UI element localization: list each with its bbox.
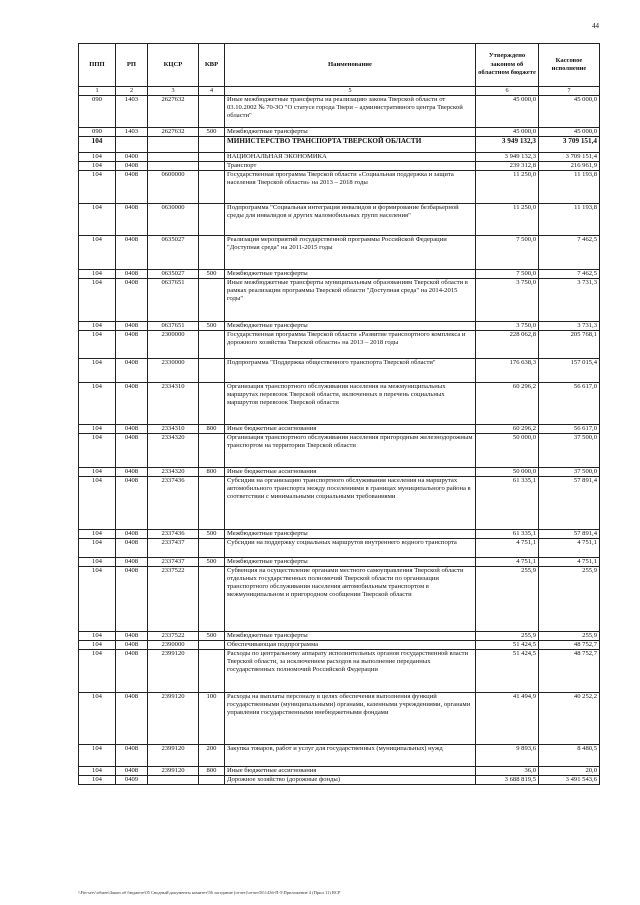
cell-approved: 3 688 819,5 xyxy=(476,776,539,785)
cell-ksr: 2399120 xyxy=(148,650,199,693)
cell-cash: 48 752,7 xyxy=(539,650,600,693)
cell-kvr xyxy=(199,539,225,558)
header-kvr: КВР xyxy=(199,44,225,87)
cell-approved: 228 062,8 xyxy=(476,331,539,359)
cell-ksr: 2300000 xyxy=(148,331,199,359)
cell-rp: 0408 xyxy=(116,322,148,331)
cell-approved: 36,0 xyxy=(476,767,539,776)
cell-ppp: 104 xyxy=(79,767,116,776)
cell-ksr: 2334310 xyxy=(148,425,199,434)
cell-ksr: 2399120 xyxy=(148,745,199,767)
cell-approved: 7 500,0 xyxy=(476,270,539,279)
cell-ksr: 0630000 xyxy=(148,204,199,236)
table-row xyxy=(79,477,600,530)
cell-ppp: 104 xyxy=(79,539,116,558)
cell-ppp: 104 xyxy=(79,270,116,279)
cell-rp: 0408 xyxy=(116,641,148,650)
cell-cash: 8 480,5 xyxy=(539,745,600,767)
cell-ppp: 104 xyxy=(79,204,116,236)
cell-name: Межбюджетные трансферты xyxy=(225,632,476,641)
cell-approved: 7 500,0 xyxy=(476,236,539,270)
table-row xyxy=(79,236,600,270)
cell-cash: 4 751,1 xyxy=(539,558,600,567)
cell-cash: 37 500,0 xyxy=(539,468,600,477)
cell-ksr: 2627632 xyxy=(148,96,199,128)
cell-kvr xyxy=(199,477,225,530)
cell-ksr: 2337522 xyxy=(148,632,199,641)
cell-ppp: 090 xyxy=(79,96,116,128)
cell-ppp: 104 xyxy=(79,745,116,767)
table-row xyxy=(79,331,600,359)
cell-ppp: 104 xyxy=(79,693,116,745)
table-row xyxy=(79,204,600,236)
cell-ppp: 104 xyxy=(79,567,116,632)
cell-name: Субвенция на осуществление органами местного самоуправления Тверской области отдельных государственных полномочий Тверской области по организации транспортного обслуживания населения автомобильным транспортом в межмуниципальном и пригородном сообщении Тверской области xyxy=(225,567,476,632)
cell-rp: 1403 xyxy=(116,96,148,128)
cell-ppp: 104 xyxy=(79,530,116,539)
file-path-footer: \\Fin-serv\обмен\Закон об бюджете\05 Сводный\документы комитет\56 заседание (отчет)\отчет56\1436-П-5\Приложение 4 (Прил 11) ВСР xyxy=(78,890,341,895)
table-row xyxy=(79,153,600,162)
cell-kvr xyxy=(199,137,225,153)
cell-approved: 45 000,0 xyxy=(476,96,539,128)
cell-name: МИНИСТЕРСТВО ТРАНСПОРТА ТВЕРСКОЙ ОБЛАСТИ xyxy=(225,137,476,153)
cell-cash: 48 752,7 xyxy=(539,641,600,650)
cell-ppp: 104 xyxy=(79,359,116,383)
cell-kvr xyxy=(199,776,225,785)
column-number-row xyxy=(79,87,600,96)
cell-approved: 4 751,1 xyxy=(476,558,539,567)
table-row xyxy=(79,632,600,641)
cell-kvr: 500 xyxy=(199,270,225,279)
cell-kvr xyxy=(199,359,225,383)
cell-approved: 51 424,5 xyxy=(476,641,539,650)
cell-ksr xyxy=(148,137,199,153)
cell-approved: 176 638,3 xyxy=(476,359,539,383)
cell-ppp: 104 xyxy=(79,153,116,162)
cell-kvr xyxy=(199,383,225,425)
cell-ksr: 2334320 xyxy=(148,468,199,477)
table-row xyxy=(79,539,600,558)
cell-rp: 0408 xyxy=(116,745,148,767)
cell-kvr xyxy=(199,153,225,162)
cell-rp: 0408 xyxy=(116,434,148,468)
cell-kvr xyxy=(199,650,225,693)
cell-kvr: 800 xyxy=(199,468,225,477)
cell-ppp: 104 xyxy=(79,434,116,468)
cell-cash: 3 709 151,4 xyxy=(539,137,600,153)
cell-cash: 255,9 xyxy=(539,632,600,641)
table-row xyxy=(79,567,600,632)
cell-approved: 3 750,0 xyxy=(476,279,539,322)
cell-cash: 255,9 xyxy=(539,567,600,632)
cell-ppp: 104 xyxy=(79,331,116,359)
cell-name: Дорожное хозяйство (дорожные фонды) xyxy=(225,776,476,785)
cell-rp: 0408 xyxy=(116,171,148,204)
table-row xyxy=(79,425,600,434)
cell-ksr xyxy=(148,776,199,785)
cell-approved: 60 296,2 xyxy=(476,425,539,434)
cell-approved: 9 893,6 xyxy=(476,745,539,767)
cell-name: Транспорт xyxy=(225,162,476,171)
cell-approved: 61 335,1 xyxy=(476,530,539,539)
cell-ksr: 2337522 xyxy=(148,567,199,632)
cell-ppp: 104 xyxy=(79,641,116,650)
cell-kvr: 800 xyxy=(199,767,225,776)
cell-ksr: 0635027 xyxy=(148,236,199,270)
header-ppp: ППП xyxy=(79,44,116,87)
cell-name: Обеспечивающая подпрограмма xyxy=(225,641,476,650)
cell-name: Реализация мероприятий государственной программы Российской Федерации "Доступная среда" на 2011-2015 годы xyxy=(225,236,476,270)
cell-rp: 0400 xyxy=(116,153,148,162)
cell-ksr: 2337437 xyxy=(148,558,199,567)
cell-rp: 0408 xyxy=(116,539,148,558)
table-header-row xyxy=(79,44,600,87)
cell-ppp: 104 xyxy=(79,477,116,530)
cell-ppp: 104 xyxy=(79,279,116,322)
budget-table xyxy=(78,43,600,785)
cell-name: Субсидии на поддержку социальных маршрутов внутреннего водного транспорта xyxy=(225,539,476,558)
cell-ksr xyxy=(148,162,199,171)
cell-ppp: 104 xyxy=(79,468,116,477)
cell-rp: 0408 xyxy=(116,279,148,322)
cell-cash: 40 252,2 xyxy=(539,693,600,745)
cell-kvr: 500 xyxy=(199,558,225,567)
cell-approved: 51 424,5 xyxy=(476,650,539,693)
cell-kvr: 100 xyxy=(199,693,225,745)
cell-cash: 56 617,0 xyxy=(539,383,600,425)
cell-cash: 57 891,4 xyxy=(539,530,600,539)
cell-ppp: 104 xyxy=(79,162,116,171)
column-number: 2 xyxy=(116,87,148,96)
cell-ksr: 2627632 xyxy=(148,128,199,137)
cell-cash: 11 193,8 xyxy=(539,204,600,236)
cell-name: Организация транспортного обслуживания населения на межмуниципальных маршрутах перевозок Тверской области, включенных в перечень социальных маршрутов перевозок Тверской области xyxy=(225,383,476,425)
cell-name: Организация транспортного обслуживания населения пригородным железнодорожным транспортом на территории Тверской области xyxy=(225,434,476,468)
cell-kvr: 200 xyxy=(199,745,225,767)
cell-cash: 11 193,8 xyxy=(539,171,600,204)
cell-ppp: 104 xyxy=(79,171,116,204)
cell-approved: 255,9 xyxy=(476,567,539,632)
cell-ksr: 2390000 xyxy=(148,641,199,650)
cell-rp: 0408 xyxy=(116,359,148,383)
cell-ppp: 090 xyxy=(79,128,116,137)
cell-name: Межбюджетные трансферты xyxy=(225,128,476,137)
cell-name: Иные межбюджетные трансферты на реализацию закона Тверской области от 03.10.2002 № 70-ЗО "О статусе города Твери – административного центра Тверской области" xyxy=(225,96,476,128)
cell-name: Иные бюджетные ассигнования xyxy=(225,425,476,434)
cell-cash: 3 731,3 xyxy=(539,322,600,331)
table-row xyxy=(79,322,600,331)
cell-approved: 60 296,2 xyxy=(476,383,539,425)
cell-kvr xyxy=(199,162,225,171)
cell-name: Межбюджетные трансферты xyxy=(225,270,476,279)
cell-ksr: 2330000 xyxy=(148,359,199,383)
table-row xyxy=(79,270,600,279)
table-row xyxy=(79,641,600,650)
cell-ksr: 2399120 xyxy=(148,767,199,776)
cell-approved: 50 000,0 xyxy=(476,468,539,477)
cell-cash: 3 709 151,4 xyxy=(539,153,600,162)
table-row xyxy=(79,434,600,468)
table-body xyxy=(79,96,600,785)
cell-ksr: 0637651 xyxy=(148,279,199,322)
column-number: 3 xyxy=(148,87,199,96)
cell-kvr: 500 xyxy=(199,128,225,137)
cell-approved: 11 250,0 xyxy=(476,204,539,236)
cell-rp: 0408 xyxy=(116,477,148,530)
cell-kvr xyxy=(199,331,225,359)
table-row xyxy=(79,279,600,322)
column-number: 6 xyxy=(476,87,539,96)
cell-name: Закупка товаров, работ и услуг для государственных (муниципальных) нужд xyxy=(225,745,476,767)
cell-kvr xyxy=(199,171,225,204)
cell-ppp: 104 xyxy=(79,650,116,693)
cell-rp: 0408 xyxy=(116,162,148,171)
cell-name: Межбюджетные трансферты xyxy=(225,530,476,539)
table-row xyxy=(79,530,600,539)
cell-ksr: 0600000 xyxy=(148,171,199,204)
cell-cash: 3 731,3 xyxy=(539,279,600,322)
cell-kvr: 800 xyxy=(199,425,225,434)
cell-approved: 255,9 xyxy=(476,632,539,641)
cell-approved: 239 312,8 xyxy=(476,162,539,171)
cell-name: Расходы по центральному аппарату исполнительных органов государственной власти Тверской области, за исключением расходов на выполнение переданных государственных полномочий Российской Федерации xyxy=(225,650,476,693)
cell-ksr: 2337436 xyxy=(148,477,199,530)
table-row xyxy=(79,162,600,171)
cell-ppp: 104 xyxy=(79,236,116,270)
cell-rp: 0408 xyxy=(116,204,148,236)
header-name: Наименование xyxy=(225,44,476,87)
header-cash: Кассовое исполнение xyxy=(539,44,600,87)
cell-name: Субсидии на организацию транспортного обслуживания населения на маршрутах автомобильного транспорта между поселениями в границах муниципального района в соответствии с минимальными социальными требованиями xyxy=(225,477,476,530)
column-number: 5 xyxy=(225,87,476,96)
cell-ksr: 2337436 xyxy=(148,530,199,539)
cell-kvr xyxy=(199,204,225,236)
cell-rp: 0408 xyxy=(116,650,148,693)
cell-ppp: 104 xyxy=(79,137,116,153)
cell-rp: 1403 xyxy=(116,128,148,137)
cell-kvr xyxy=(199,567,225,632)
table-row xyxy=(79,137,600,153)
cell-cash: 216 961,9 xyxy=(539,162,600,171)
cell-name: Межбюджетные трансферты xyxy=(225,322,476,331)
cell-kvr xyxy=(199,96,225,128)
cell-cash: 7 462,5 xyxy=(539,270,600,279)
cell-name: Государственная программа Тверской области «Социальная поддержка и защита населения Тверской области» на 2013 – 2018 годы xyxy=(225,171,476,204)
table-row xyxy=(79,171,600,204)
header-rp: РП xyxy=(116,44,148,87)
cell-rp: 0409 xyxy=(116,776,148,785)
cell-name: Межбюджетные трансферты xyxy=(225,558,476,567)
table-row xyxy=(79,96,600,128)
cell-ppp: 104 xyxy=(79,425,116,434)
cell-name: Подпрограмма "Поддержка общественного транспорта Тверской области" xyxy=(225,359,476,383)
header-ksr: КЦСР xyxy=(148,44,199,87)
cell-ksr: 2337437 xyxy=(148,539,199,558)
cell-rp: 0408 xyxy=(116,270,148,279)
table-row xyxy=(79,128,600,137)
cell-cash: 57 891,4 xyxy=(539,477,600,530)
cell-ksr xyxy=(148,153,199,162)
cell-approved: 41 494,9 xyxy=(476,693,539,745)
cell-approved: 50 000,0 xyxy=(476,434,539,468)
cell-rp: 0408 xyxy=(116,468,148,477)
cell-name: Государственная программа Тверской области «Развитие транспортного комплекса и дорожного хозяйства Тверской области» на 2013 – 2018 годы xyxy=(225,331,476,359)
table-row xyxy=(79,745,600,767)
cell-name: Иные бюджетные ассигнования xyxy=(225,468,476,477)
cell-approved: 11 250,0 xyxy=(476,171,539,204)
cell-kvr xyxy=(199,434,225,468)
cell-ppp: 104 xyxy=(79,632,116,641)
cell-rp: 0408 xyxy=(116,567,148,632)
table-row xyxy=(79,383,600,425)
cell-ppp: 104 xyxy=(79,322,116,331)
cell-ppp: 104 xyxy=(79,558,116,567)
cell-approved: 3 750,0 xyxy=(476,322,539,331)
cell-ppp: 104 xyxy=(79,383,116,425)
column-number: 7 xyxy=(539,87,600,96)
cell-kvr: 500 xyxy=(199,530,225,539)
cell-rp: 0408 xyxy=(116,236,148,270)
cell-kvr: 500 xyxy=(199,322,225,331)
cell-cash: 157 015,4 xyxy=(539,359,600,383)
cell-cash: 45 000,0 xyxy=(539,96,600,128)
cell-approved: 61 335,1 xyxy=(476,477,539,530)
cell-rp: 0408 xyxy=(116,767,148,776)
table-row xyxy=(79,693,600,745)
cell-cash: 3 491 543,6 xyxy=(539,776,600,785)
cell-cash: 7 462,5 xyxy=(539,236,600,270)
table-row xyxy=(79,650,600,693)
cell-name: Иные бюджетные ассигнования xyxy=(225,767,476,776)
cell-name: Расходы на выплаты персоналу в целях обеспечения выполнения функций государственными (муниципальными) органами, казенными учреждениями, органами управления государственными внебюджетными фондами xyxy=(225,693,476,745)
cell-approved: 3 949 132,3 xyxy=(476,153,539,162)
cell-ksr: 0635027 xyxy=(148,270,199,279)
page-number: 44 xyxy=(592,22,599,30)
cell-cash: 20,0 xyxy=(539,767,600,776)
cell-rp: 0408 xyxy=(116,383,148,425)
cell-name: НАЦИОНАЛЬНАЯ ЭКОНОМИКА xyxy=(225,153,476,162)
cell-approved: 3 949 132,3 xyxy=(476,137,539,153)
table-row xyxy=(79,468,600,477)
cell-cash: 205 768,1 xyxy=(539,331,600,359)
cell-cash: 37 500,0 xyxy=(539,434,600,468)
cell-kvr xyxy=(199,236,225,270)
cell-cash: 45 000,0 xyxy=(539,128,600,137)
cell-kvr xyxy=(199,279,225,322)
cell-kvr: 500 xyxy=(199,632,225,641)
header-approved: Утверждено законом об областном бюджете xyxy=(476,44,539,87)
cell-rp: 0408 xyxy=(116,693,148,745)
cell-ksr: 2334310 xyxy=(148,383,199,425)
cell-kvr xyxy=(199,641,225,650)
cell-approved: 45 000,0 xyxy=(476,128,539,137)
cell-approved: 4 751,1 xyxy=(476,539,539,558)
column-number: 1 xyxy=(79,87,116,96)
cell-ksr: 2334320 xyxy=(148,434,199,468)
cell-cash: 4 751,1 xyxy=(539,539,600,558)
cell-ksr: 0637651 xyxy=(148,322,199,331)
table-row xyxy=(79,767,600,776)
table-row xyxy=(79,558,600,567)
table-row xyxy=(79,359,600,383)
cell-rp: 0408 xyxy=(116,558,148,567)
cell-rp: 0408 xyxy=(116,331,148,359)
cell-name: Подпрограмма "Социальная интеграция инвалидов и формирование безбарьерной среды для инвалидов и других маломобильных групп населения" xyxy=(225,204,476,236)
cell-ppp: 104 xyxy=(79,776,116,785)
cell-ksr: 2399120 xyxy=(148,693,199,745)
cell-rp xyxy=(116,137,148,153)
cell-name: Иные межбюджетные трансферты муниципальным образованиям Тверской области в рамках реализации программы Тверской области "Доступная среда" на 2014-2015 годы" xyxy=(225,279,476,322)
cell-cash: 56 617,0 xyxy=(539,425,600,434)
cell-rp: 0408 xyxy=(116,632,148,641)
cell-rp: 0408 xyxy=(116,425,148,434)
column-number: 4 xyxy=(199,87,225,96)
cell-rp: 0408 xyxy=(116,530,148,539)
table-row xyxy=(79,776,600,785)
